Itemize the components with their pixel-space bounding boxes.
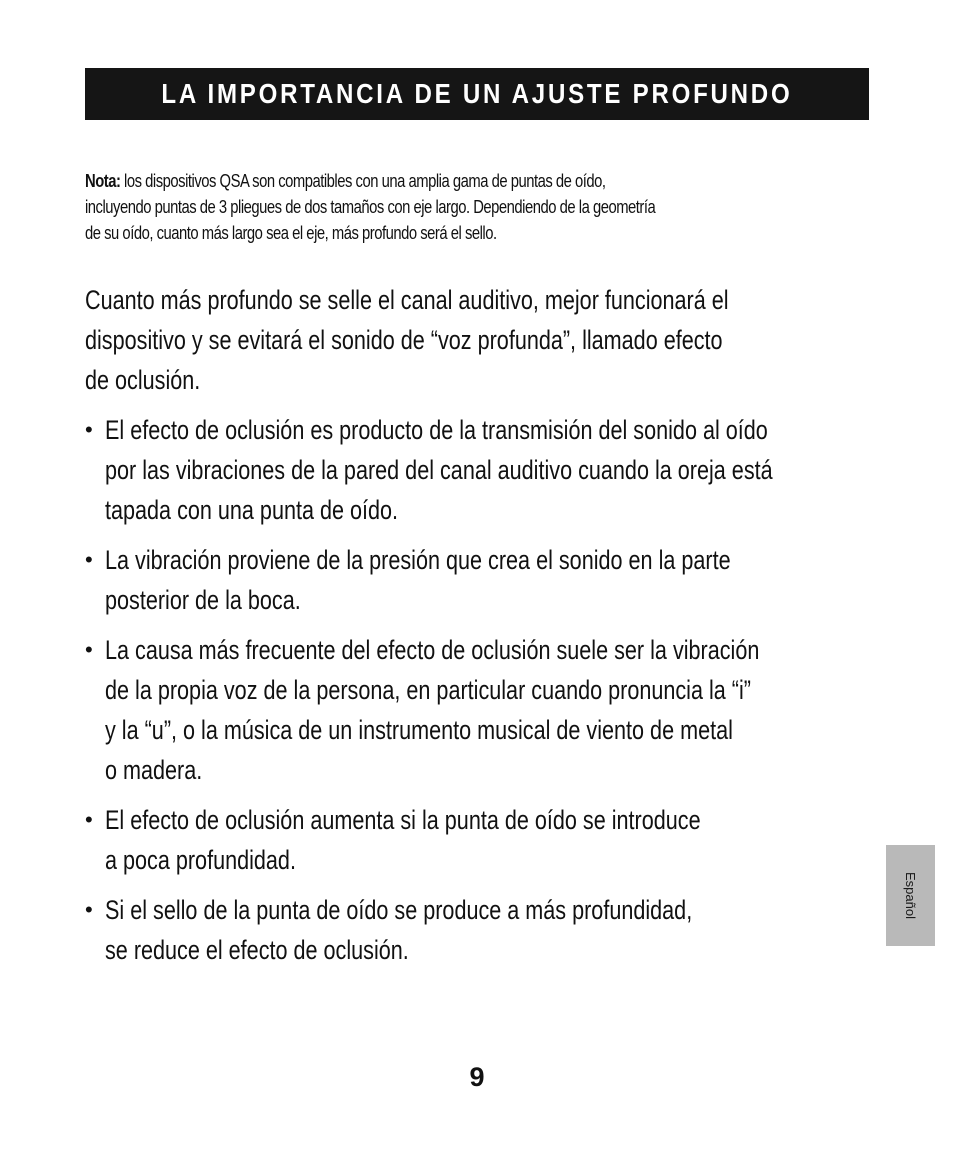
bullet-icon: •	[85, 897, 93, 922]
note-line: de su oído, cuanto más largo sea el eje, más profundo será el sello.	[85, 222, 497, 243]
bullet-line: El efecto de oclusión aumenta si la punta de oído se introduce	[105, 805, 701, 835]
bullet-item	[85, 540, 865, 620]
language-tab-label: Español	[902, 872, 918, 919]
bullet-line: La causa más frecuente del efecto de oclusión suele ser la vibración	[105, 635, 760, 665]
page-number: 9	[469, 1062, 485, 1092]
bullet-item	[85, 800, 865, 880]
intro-line: dispositivo y se evitará el sonido de “voz profunda”, llamado efecto	[85, 325, 723, 355]
bullet-item	[85, 410, 865, 530]
bullet-line: Si el sello de la punta de oído se produce a más profundidad,	[105, 895, 693, 925]
main-content	[85, 280, 865, 980]
intro-paragraph	[85, 280, 865, 400]
bullet-line: a poca profundidad.	[105, 845, 296, 875]
bullet-line: de la propia voz de la persona, en particular cuando pronuncia la “i”	[105, 675, 751, 705]
bullet-item	[85, 630, 865, 790]
note-paragraph	[85, 168, 845, 246]
language-tab	[886, 845, 935, 946]
bullet-line: tapada con una punta de oído.	[105, 495, 399, 525]
bullet-line: se reduce el efecto de oclusión.	[105, 935, 409, 965]
bullet-line: El efecto de oclusión es producto de la transmisión del sonido al oído	[105, 415, 768, 445]
bullet-line: por las vibraciones de la pared del canal auditivo cuando la oreja está	[105, 455, 773, 485]
bullet-line: posterior de la boca.	[105, 585, 301, 615]
bullet-icon: •	[85, 417, 93, 442]
note-label: Nota:	[85, 170, 121, 191]
note-line: incluyendo puntas de 3 pliegues de dos tamaños con eje largo. Dependiendo de la geometría	[85, 196, 656, 217]
section-title: LA IMPORTANCIA DE UN AJUSTE PROFUNDO	[161, 78, 793, 109]
intro-line: de oclusión.	[85, 365, 201, 395]
note-text: los dispositivos QSA son compatibles con una amplia gama de puntas de oído,	[120, 170, 606, 191]
bullet-icon: •	[85, 807, 93, 832]
bullet-line: La vibración proviene de la presión que crea el sonido en la parte	[105, 545, 731, 575]
bullet-line: o madera.	[105, 755, 203, 785]
bullet-icon: •	[85, 547, 93, 572]
bullet-icon: •	[85, 637, 93, 662]
bullet-item	[85, 890, 865, 970]
bullet-list	[85, 410, 865, 970]
intro-line: Cuanto más profundo se selle el canal auditivo, mejor funcionará el	[85, 285, 729, 315]
note-line	[85, 168, 693, 194]
bullet-line: y la “u”, o la música de un instrumento musical de viento de metal	[105, 715, 733, 745]
section-header-bar	[85, 68, 869, 120]
